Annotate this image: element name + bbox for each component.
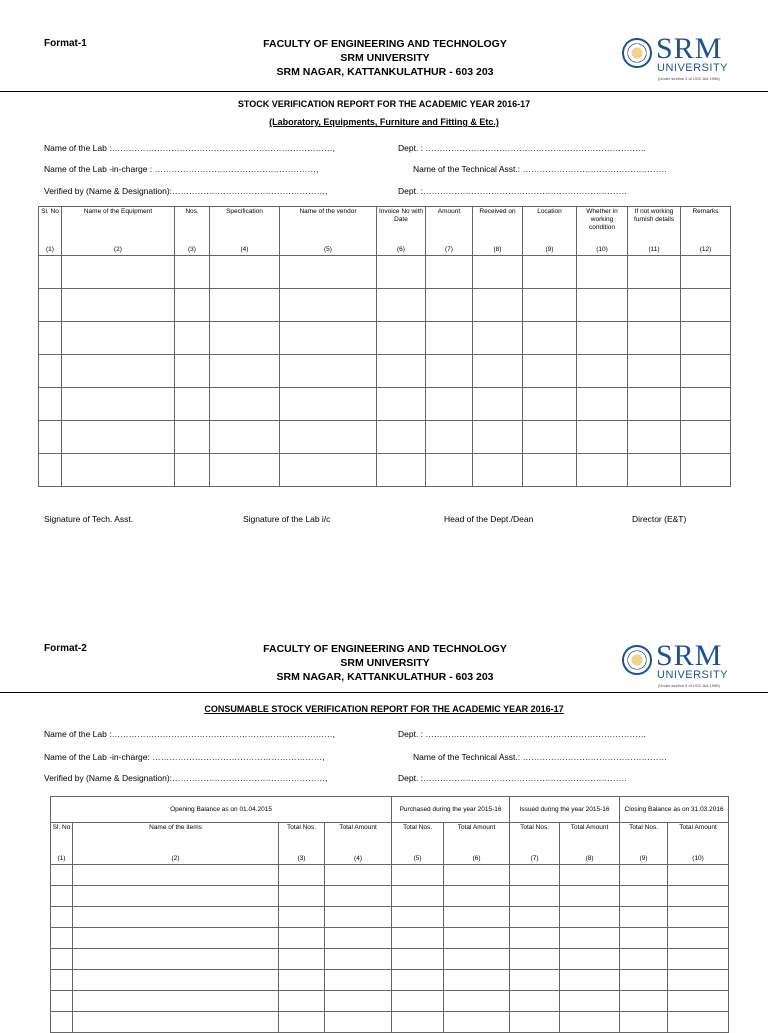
table-cell <box>279 991 325 1012</box>
table-cell <box>620 886 668 907</box>
table-cell <box>279 1012 325 1033</box>
table-cell <box>620 991 668 1012</box>
column-header: Total Nos. <box>620 823 668 843</box>
format1-label: Format-1 <box>44 38 87 49</box>
table-cell <box>668 970 729 991</box>
table-cell <box>510 949 560 970</box>
table-cell <box>377 354 426 387</box>
table-row[interactable] <box>51 949 729 970</box>
table-cell <box>510 928 560 949</box>
format1-header <box>180 37 590 79</box>
table-cell <box>473 255 523 288</box>
column-header: Name of the vendor <box>280 207 377 245</box>
table-cell <box>510 970 560 991</box>
column-header: If not working furnish details <box>628 207 681 245</box>
column-header: Sl. No <box>39 207 62 245</box>
table-number-row <box>39 245 731 256</box>
table-cell <box>681 387 731 420</box>
logo-note: (Under section 3 of UGC Act 1956) <box>658 76 720 81</box>
table-cell <box>279 970 325 991</box>
university-title: SRM UNIVERSITY <box>340 657 430 669</box>
table-cell <box>210 387 280 420</box>
table-row[interactable] <box>39 387 731 420</box>
consumable-report-title: CONSUMABLE STOCK VERIFICATION REPORT FOR THE ACADEMIC YEAR 2016-17 <box>204 704 564 714</box>
table-cell <box>39 453 62 486</box>
table-cell <box>426 387 473 420</box>
table-cell <box>175 453 210 486</box>
table-cell <box>62 420 175 453</box>
university-title: SRM UNIVERSITY <box>340 52 430 64</box>
dept-field-2[interactable]: Dept. :……………………………………………………………… <box>398 773 628 783</box>
table-cell <box>51 970 73 991</box>
table-cell <box>73 970 279 991</box>
column-header: Remarks <box>681 207 731 245</box>
table-cell <box>392 949 444 970</box>
table-cell <box>523 354 577 387</box>
table-cell <box>73 907 279 928</box>
table-row[interactable] <box>51 991 729 1012</box>
table-cell <box>473 387 523 420</box>
table-cell <box>668 949 729 970</box>
column-header: Sl. No <box>51 823 73 843</box>
address-title: SRM NAGAR, KATTANKULATHUR - 603 203 <box>276 66 494 78</box>
column-header: Specification <box>210 207 280 245</box>
format2-header <box>180 642 590 684</box>
table-cell <box>560 886 620 907</box>
table-cell <box>523 453 577 486</box>
table-cell <box>628 288 681 321</box>
table-row[interactable] <box>39 453 731 486</box>
table-cell <box>210 255 280 288</box>
sig-lab-ic: Signature of the Lab i/c <box>243 514 331 524</box>
table-cell <box>510 907 560 928</box>
column-number: (4) <box>325 843 392 865</box>
table-cell <box>668 907 729 928</box>
column-group-header: Issued during the year 2015-16 <box>510 797 620 823</box>
table-cell <box>560 1012 620 1033</box>
table-row[interactable] <box>51 886 729 907</box>
table-cell <box>51 886 73 907</box>
table-cell <box>473 321 523 354</box>
table-cell <box>577 420 628 453</box>
table-cell <box>73 991 279 1012</box>
table-cell <box>668 1012 729 1033</box>
table-cell <box>681 321 731 354</box>
table-cell <box>325 1012 392 1033</box>
dept-field[interactable]: Dept. : …………………………………………………………………… <box>398 143 647 153</box>
table-row[interactable] <box>51 1012 729 1033</box>
table-cell <box>279 949 325 970</box>
table-cell <box>560 865 620 886</box>
column-number: (12) <box>681 245 731 256</box>
table-number-row <box>51 843 729 865</box>
table-cell <box>510 1012 560 1033</box>
sig-tech-asst: Signature of Tech. Asst. <box>44 514 134 524</box>
table-cell <box>325 886 392 907</box>
table-row[interactable] <box>51 928 729 949</box>
table-cell <box>62 288 175 321</box>
table-cell <box>620 949 668 970</box>
srm-logo <box>622 639 737 695</box>
table-cell <box>620 907 668 928</box>
table-cell <box>681 255 731 288</box>
column-group-header: Opening Balance as on 01.04.2015 <box>51 797 392 823</box>
column-header: Total Nos. <box>392 823 444 843</box>
table-cell <box>577 387 628 420</box>
table-cell <box>444 865 510 886</box>
table-cell <box>560 991 620 1012</box>
table-cell <box>325 928 392 949</box>
column-header: Amount <box>426 207 473 245</box>
address-title: SRM NAGAR, KATTANKULATHUR - 603 203 <box>276 671 494 683</box>
logo-brand: SRM <box>656 639 723 672</box>
column-header: Total Amount <box>444 823 510 843</box>
table-cell <box>392 886 444 907</box>
table-cell <box>510 886 560 907</box>
table-cell <box>426 321 473 354</box>
table-cell <box>523 321 577 354</box>
report-title: STOCK VERIFICATION REPORT FOR THE ACADEMIC YEAR 2016-17 <box>237 99 531 109</box>
table-row[interactable] <box>39 354 731 387</box>
table-cell <box>560 928 620 949</box>
table-row[interactable] <box>39 255 731 288</box>
srm-logo <box>622 32 737 88</box>
dept-field[interactable]: Dept. : …………………………………………………………………… <box>398 729 647 739</box>
column-header: Name of the Equipment <box>62 207 175 245</box>
column-number: (1) <box>51 843 73 865</box>
table-cell <box>325 970 392 991</box>
seal-icon <box>622 645 652 675</box>
table-cell <box>668 928 729 949</box>
table-cell <box>39 288 62 321</box>
table-cell <box>444 907 510 928</box>
table-cell <box>620 1012 668 1033</box>
table-cell <box>73 1012 279 1033</box>
column-number: (10) <box>668 843 729 865</box>
table-cell <box>377 387 426 420</box>
report-subtitle: (Laboratory, Equipments, Furniture and Fitting & Etc.) <box>269 117 499 127</box>
column-number: (3) <box>279 843 325 865</box>
header-divider <box>0 91 768 92</box>
table-cell <box>73 949 279 970</box>
table-cell <box>280 420 377 453</box>
table-cell <box>62 387 175 420</box>
table-cell <box>279 886 325 907</box>
table-cell <box>62 453 175 486</box>
table-cell <box>681 288 731 321</box>
table-cell <box>444 991 510 1012</box>
table-cell <box>392 907 444 928</box>
column-header: Total Amount <box>325 823 392 843</box>
table-cell <box>426 288 473 321</box>
table-cell <box>444 970 510 991</box>
table-cell <box>628 387 681 420</box>
table-cell <box>377 321 426 354</box>
column-header: Location <box>523 207 577 245</box>
column-header: Name of the items <box>73 823 279 843</box>
table-cell <box>279 928 325 949</box>
table-cell <box>577 321 628 354</box>
table-cell <box>426 354 473 387</box>
lab-name-field[interactable]: Name of the Lab :……………………………………………………………………, <box>44 729 335 739</box>
table-cell <box>523 255 577 288</box>
table-cell <box>681 453 731 486</box>
table-cell <box>426 420 473 453</box>
column-number: (7) <box>510 843 560 865</box>
dept-field-2[interactable]: Dept. :……………………………………………………………… <box>398 186 628 196</box>
table-cell <box>325 991 392 1012</box>
table-cell <box>279 865 325 886</box>
column-header: Nos. <box>175 207 210 245</box>
table-cell <box>377 255 426 288</box>
table-cell <box>444 1012 510 1033</box>
table-cell <box>280 288 377 321</box>
table-cell <box>280 453 377 486</box>
tech-asst-field[interactable]: Name of the Technical Asst.: …………………………………………… <box>413 752 667 762</box>
table-cell <box>523 387 577 420</box>
table-cell <box>175 354 210 387</box>
column-header: Invoice No with Date <box>377 207 426 245</box>
table-cell <box>681 354 731 387</box>
column-number: (8) <box>560 843 620 865</box>
table-cell <box>628 354 681 387</box>
column-number: (4) <box>210 245 280 256</box>
table-cell <box>377 288 426 321</box>
table-cell <box>668 865 729 886</box>
table-cell <box>39 321 62 354</box>
table-cell <box>444 949 510 970</box>
table-cell <box>628 321 681 354</box>
table-cell <box>210 420 280 453</box>
lab-incharge-field[interactable]: Name of the Lab -in-charge: ……………………………………………………, <box>44 752 325 762</box>
column-number: (9) <box>620 843 668 865</box>
table-cell <box>560 907 620 928</box>
table-cell <box>51 928 73 949</box>
column-number: (1) <box>39 245 62 256</box>
table-cell <box>577 354 628 387</box>
column-number: (9) <box>523 245 577 256</box>
table-cell <box>51 949 73 970</box>
table-cell <box>392 1012 444 1033</box>
column-header: Received on <box>473 207 523 245</box>
faculty-title: FACULTY OF ENGINEERING AND TECHNOLOGY <box>263 643 507 655</box>
column-number: (6) <box>444 843 510 865</box>
table-cell <box>444 886 510 907</box>
table-cell <box>73 928 279 949</box>
table-cell <box>681 420 731 453</box>
table-cell <box>628 453 681 486</box>
table-cell <box>620 928 668 949</box>
table-cell <box>175 288 210 321</box>
table-cell <box>39 354 62 387</box>
column-number: (6) <box>377 245 426 256</box>
table-cell <box>175 420 210 453</box>
table-cell <box>377 420 426 453</box>
equipment-table <box>38 206 731 487</box>
column-number: (10) <box>577 245 628 256</box>
table-cell <box>39 420 62 453</box>
table-cell <box>280 387 377 420</box>
table-cell <box>628 255 681 288</box>
table-cell <box>392 991 444 1012</box>
table-cell <box>210 453 280 486</box>
table-cell <box>392 970 444 991</box>
column-header: Total Amount <box>560 823 620 843</box>
column-number: (5) <box>280 245 377 256</box>
lab-name-field[interactable]: Name of the Lab :……………………………………………………………………, <box>44 143 335 153</box>
column-number: (2) <box>62 245 175 256</box>
column-group-header: Purchased during the year 2015-16 <box>392 797 510 823</box>
table-cell <box>426 255 473 288</box>
table-cell <box>392 928 444 949</box>
table-cell <box>325 907 392 928</box>
table-cell <box>51 991 73 1012</box>
table-cell <box>577 288 628 321</box>
table-cell <box>210 288 280 321</box>
table-cell <box>628 420 681 453</box>
table-cell <box>523 288 577 321</box>
sig-hod: Head of the Dept./Dean <box>444 514 534 524</box>
column-header: Whether in working condition <box>577 207 628 245</box>
table-cell <box>175 387 210 420</box>
table-group-row <box>51 797 729 823</box>
column-number: (5) <box>392 843 444 865</box>
table-cell <box>51 1012 73 1033</box>
column-group-header: Closing Balance as on 31.03.2016 <box>620 797 729 823</box>
table-cell <box>73 886 279 907</box>
table-cell <box>668 886 729 907</box>
table-cell <box>62 354 175 387</box>
verified-by-field[interactable]: Verified by (Name & Designation):………………………………………………, <box>44 186 328 196</box>
table-cell <box>473 288 523 321</box>
format2-label: Format-2 <box>44 643 87 654</box>
table-cell <box>175 321 210 354</box>
table-cell <box>620 970 668 991</box>
table-cell <box>426 453 473 486</box>
table-cell <box>523 420 577 453</box>
table-cell <box>392 865 444 886</box>
table-cell <box>280 321 377 354</box>
table-cell <box>51 865 73 886</box>
table-row[interactable] <box>39 420 731 453</box>
column-number: (2) <box>73 843 279 865</box>
consumable-table <box>50 796 729 1033</box>
column-header: Total Amount <box>668 823 729 843</box>
table-cell <box>510 991 560 1012</box>
table-cell <box>280 354 377 387</box>
column-header: Total Nos. <box>279 823 325 843</box>
table-cell <box>577 255 628 288</box>
table-cell <box>473 354 523 387</box>
table-cell <box>210 321 280 354</box>
table-row[interactable] <box>51 865 729 886</box>
table-row[interactable] <box>51 970 729 991</box>
tech-asst-field[interactable]: Name of the Technical Asst.: …………………………………………… <box>413 164 667 174</box>
table-row[interactable] <box>39 321 731 354</box>
table-cell <box>510 865 560 886</box>
column-number: (7) <box>426 245 473 256</box>
table-cell <box>377 453 426 486</box>
table-header-row <box>51 823 729 843</box>
lab-incharge-field[interactable]: Name of the Lab -in-charge : …………………………………………………, <box>44 164 319 174</box>
table-cell <box>62 321 175 354</box>
table-cell <box>175 255 210 288</box>
table-cell <box>210 354 280 387</box>
table-row[interactable] <box>51 907 729 928</box>
table-cell <box>39 255 62 288</box>
table-cell <box>280 255 377 288</box>
table-cell <box>620 865 668 886</box>
verified-by-field[interactable]: Verified by (Name & Designation):………………………………………………, <box>44 773 328 783</box>
table-cell <box>325 949 392 970</box>
logo-sub: UNIVERSITY <box>657 62 729 74</box>
table-cell <box>668 991 729 1012</box>
table-cell <box>560 949 620 970</box>
column-number: (11) <box>628 245 681 256</box>
table-row[interactable] <box>39 288 731 321</box>
table-cell <box>473 453 523 486</box>
table-cell <box>39 387 62 420</box>
logo-sub: UNIVERSITY <box>657 669 729 681</box>
logo-note: (Under section 3 of UGC Act 1956) <box>658 683 720 688</box>
column-header: Total Nos. <box>510 823 560 843</box>
table-cell <box>325 865 392 886</box>
table-cell <box>444 928 510 949</box>
column-number: (3) <box>175 245 210 256</box>
table-cell <box>73 865 279 886</box>
logo-brand: SRM <box>656 32 723 65</box>
table-cell <box>473 420 523 453</box>
table-cell <box>279 907 325 928</box>
table-cell <box>577 453 628 486</box>
table-cell <box>51 907 73 928</box>
table-cell <box>62 255 175 288</box>
header-divider <box>0 692 768 693</box>
seal-icon <box>622 38 652 68</box>
faculty-title: FACULTY OF ENGINEERING AND TECHNOLOGY <box>263 38 507 50</box>
table-header-row <box>39 207 731 245</box>
column-number: (8) <box>473 245 523 256</box>
sig-director: Director (E&T) <box>632 514 687 524</box>
table-cell <box>560 970 620 991</box>
